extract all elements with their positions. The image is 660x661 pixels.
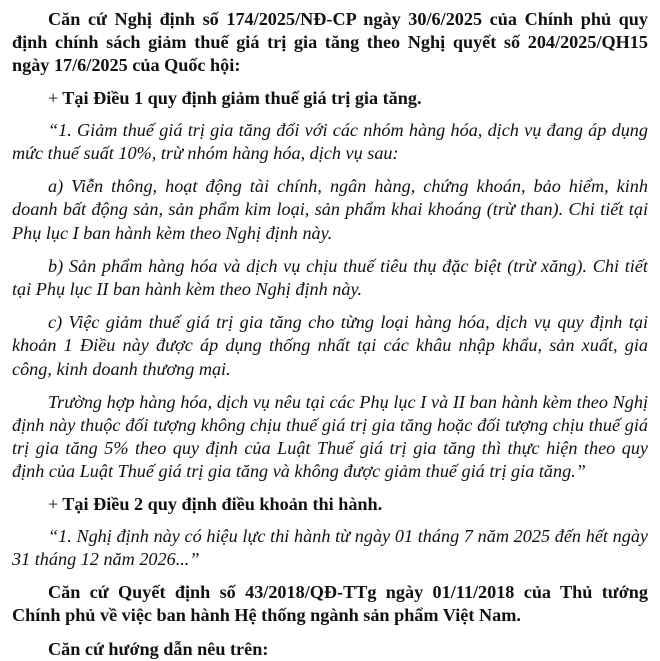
bullet-article-1-text: Tại Điều 1 quy định giảm thuế giá trị gia tăng. xyxy=(62,87,422,108)
quote-item-a: a) Viễn thông, hoạt động tài chính, ngân hàng, chứng khoán, bảo hiểm, kinh doanh bất động sản, sản phẩm kim loại, sản phẩm khai khoáng (trừ than). Chi tiết tại Phụ lục I ban hành kèm theo Nghị định này. xyxy=(12,176,648,243)
quote-item-b: b) Sản phẩm hàng hóa và dịch vụ chịu thuế tiêu thụ đặc biệt (trừ xăng). Chi tiết tại Phụ lục II ban hành kèm theo Nghị định này. xyxy=(12,255,648,300)
paragraph-legal-basis-decision: Căn cứ Quyết định số 43/2018/QĐ-TTg ngày 01/11/2018 của Thủ tướng Chính phủ về việc ban hành Hệ thống ngành sản phẩm Việt Nam. xyxy=(12,582,648,626)
document-page xyxy=(12,8,648,661)
quote-exception-paragraph: Trường hợp hàng hóa, dịch vụ nêu tại các Phụ lục I và II ban hành kèm theo Nghị định này thuộc đối tượng không chịu thuế giá trị gia tăng hoặc đối tượng chịu thuế giá trị gia tăng 5% theo quy định của Luật Thuế giá trị gia tăng thì thực hiện theo quy định của Luật Thuế giá trị gia tăng và không được giảm thuế giá trị gia tăng.” xyxy=(12,391,648,482)
quote-item-c: c) Việc giảm thuế giá trị gia tăng cho từng loại hàng hóa, dịch vụ quy định tại khoản 1 Điều này được áp dụng thống nhất tại các khâu nhập khẩu, sản xuất, gia công, kinh doanh thương mại. xyxy=(12,312,648,379)
paragraph-legal-basis-decree: Căn cứ Nghị định số 174/2025/NĐ-CP ngày 30/6/2025 của Chính phủ quy định chính sách giảm thuế giá trị gia tăng theo Nghị quyết số 204/2025/QH15 ngày 17/6/2025 của Quốc hội: xyxy=(12,9,648,76)
plus-bullet-icon: + xyxy=(48,87,59,108)
plus-bullet-icon: + xyxy=(48,493,59,514)
quote-article-2-clause-1: “1. Nghị định này có hiệu lực thi hành từ ngày 01 tháng 7 năm 2025 đến hết ngày 31 tháng 12 năm 2026...” xyxy=(12,525,648,570)
paragraph-guidance-basis: Căn cứ hướng dẫn nêu trên: xyxy=(48,638,269,659)
quote-article-1-clause-1: “1. Giảm thuế giá trị gia tăng đối với các nhóm hàng hóa, dịch vụ đang áp dụng mức thuế suất 10%, trừ nhóm hàng hóa, dịch vụ sau: xyxy=(12,119,648,164)
bullet-article-1 xyxy=(12,87,648,110)
bullet-article-2-text: Tại Điều 2 quy định điều khoản thi hành. xyxy=(62,493,383,514)
bullet-article-2 xyxy=(12,493,648,516)
